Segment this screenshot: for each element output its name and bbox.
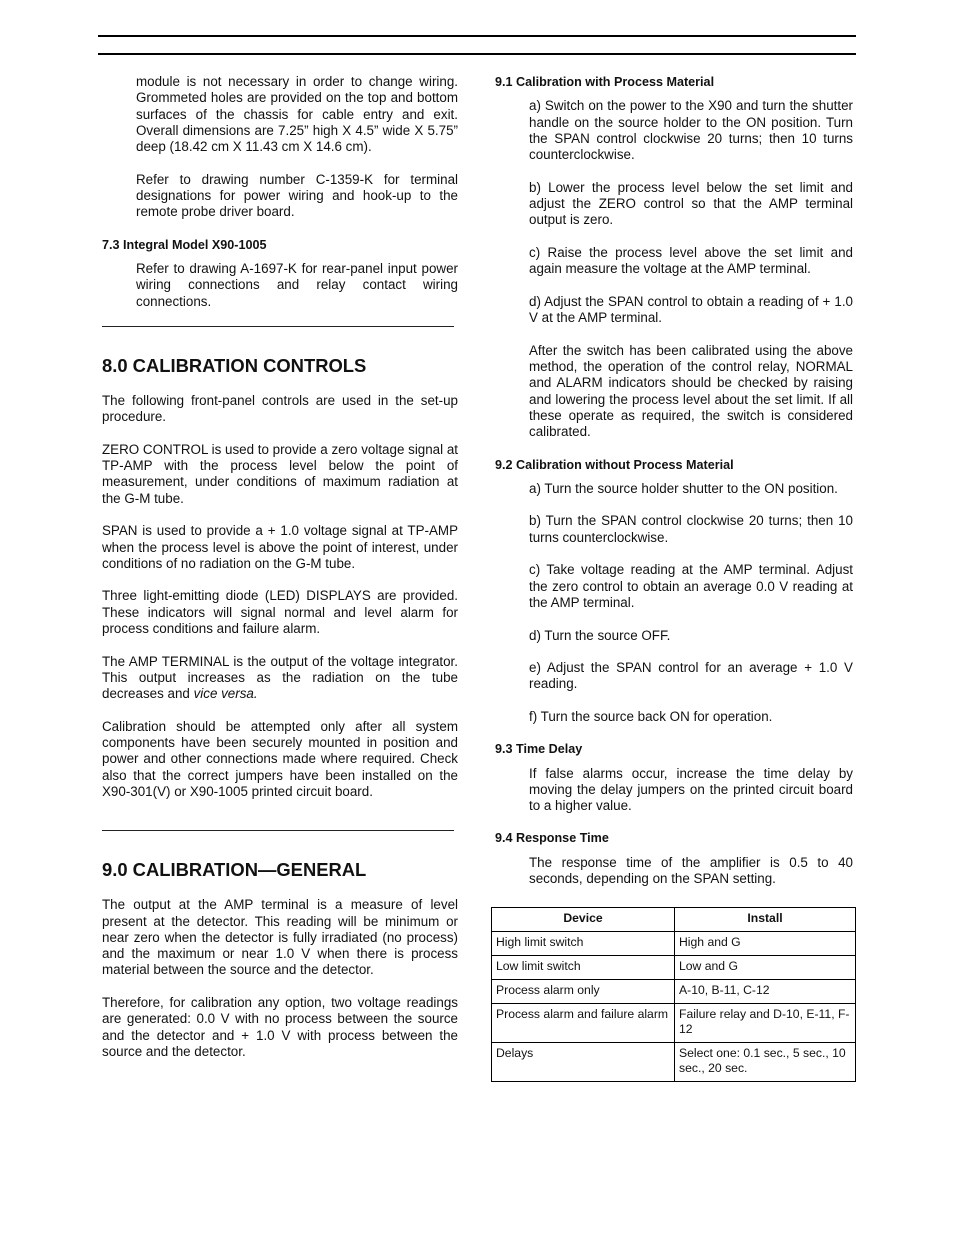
paragraph: The response time of the amplifier is 0.5 to 40 seconds, depending on the SPAN setting. <box>529 854 853 887</box>
jumper-table <box>491 907 856 1082</box>
section-separator <box>102 830 454 831</box>
section-heading-9-3: 9.3 Time Delay <box>495 742 583 757</box>
section-heading-9-4: 9.4 Response Time <box>495 831 609 846</box>
left-column <box>102 74 458 1060</box>
table-cell: A-10, B-11, C-12 <box>675 980 856 1004</box>
paragraph: SPAN is used to provide a + 1.0 voltage signal at TP-AMP when the process level is above the point of interest, under conditions of no radiation on the G-M tube. <box>102 523 458 571</box>
step-a: a) Turn the source holder shutter to the ON position. <box>529 480 838 496</box>
right-column <box>495 74 853 1082</box>
table-cell: Delays <box>492 1043 675 1082</box>
table-cell: Process alarm and failure alarm <box>492 1004 675 1043</box>
header-rule-bottom <box>98 53 856 55</box>
paragraph: Therefore, for calibration any option, two voltage readings are generated: 0.0 V with no process between the source and the detector and + 1.0 V with process between the source and the detector. <box>102 995 458 1059</box>
paragraph: Refer to drawing number C-1359-K for terminal designations for power wiring and hook-up to the remote probe driver board. <box>136 171 458 220</box>
paragraph: ZERO CONTROL is used to provide a zero voltage signal at TP-AMP with the process level below the point of measurement, under conditions of maximum radiation at the G-M tube. <box>102 441 458 506</box>
paragraph: The following front-panel controls are used in the set-up procedure. <box>102 392 458 425</box>
table-cell: Select one: 0.1 sec., 5 sec., 10 sec., 20 sec. <box>675 1043 856 1082</box>
section-heading-9-1: 9.1 Calibration with Process Material <box>495 75 715 89</box>
step-e: e) Adjust the SPAN control for an average + 1.0 V reading. <box>529 660 853 692</box>
step-a: a) Switch on the power to the X90 and turn the shutter handle on the source holder to the ON position. Turn the SPAN control clockwise 20 turns; then 10 turns counterclockwise. <box>529 98 853 163</box>
paragraph: Three light-emitting diode (LED) DISPLAYS are provided. These indicators will signal normal and level alarm for process conditions and failure alarm. <box>102 588 458 637</box>
column-header: Install <box>675 908 856 932</box>
paragraph-text: The AMP TERMINAL is the output of the voltage integrator. This output increases as the radiation on the tube decreases and <box>102 653 458 702</box>
step-c: c) Take voltage reading at the AMP terminal. Adjust the zero control to obtain an average 0.0 V reading at the AMP terminal. <box>529 562 853 610</box>
step-b: b) Turn the SPAN control clockwise 20 turns; then 10 turns counterclockwise. <box>529 513 853 545</box>
section-separator <box>102 326 454 327</box>
paragraph <box>102 654 458 703</box>
step-b: b) Lower the process level below the set limit and adjust the ZERO control so that the AMP terminal output is zero. <box>529 179 853 228</box>
header-rule-top <box>98 35 856 37</box>
step-f: f) Turn the source back ON for operation. <box>529 708 773 724</box>
table-cell: Failure relay and D-10, E-11, F-12 <box>675 1004 856 1043</box>
section-heading-7-3: 7.3 Integral Model X90-1005 <box>102 237 267 252</box>
column-header: Device <box>492 908 675 932</box>
paragraph: module is not necessary in order to change wiring. Grommeted holes are provided on the top and bottom surfaces of the chassis for cable entry and exit. Overall dimensions are 7.25” high X 4.5” wide X 5.75” deep (18.42 cm X 11.43 cm X 14.6 cm). <box>136 74 458 155</box>
table-row <box>492 980 856 1004</box>
section-heading-9: 9.0 CALIBRATION—GENERAL <box>102 859 367 881</box>
table-cell: High and G <box>675 932 856 956</box>
section-heading-8: 8.0 CALIBRATION CONTROLS <box>102 354 367 376</box>
paragraph: The output at the AMP terminal is a measure of level present at the detector. This reading will be minimum or near zero when the detector is fully irradiated (no process) and the maximum or near 1.0 V when there is process material between the source and the detector. <box>102 897 458 978</box>
step-d: d) Adjust the SPAN control to obtain a reading of + 1.0 V at the AMP terminal. <box>529 293 853 326</box>
paragraph: After the switch has been calibrated using the above method, the operation of the control relay, NORMAL and ALARM indicators should be checked by raising and lowering the process level about the set limit. If all these operate as required, the switch is considered calibrated. <box>529 342 853 440</box>
table-cell: High limit switch <box>492 932 675 956</box>
table-cell: Process alarm only <box>492 980 675 1004</box>
table-row <box>492 1004 856 1043</box>
table-row <box>492 1043 856 1082</box>
table-row <box>492 956 856 980</box>
italic-text: vice versa. <box>193 686 258 702</box>
table-header-row <box>492 908 856 932</box>
paragraph: If false alarms occur, increase the time delay by moving the delay jumpers on the printed circuit board to a higher value. <box>529 765 853 814</box>
paragraph: Refer to drawing A-1697-K for rear-panel input power wiring connections and relay contact wiring connections. <box>136 260 458 309</box>
table-row <box>492 932 856 956</box>
step-d: d) Turn the source OFF. <box>529 627 671 643</box>
table-cell: Low limit switch <box>492 956 675 980</box>
table-cell: Low and G <box>675 956 856 980</box>
paragraph: Calibration should be attempted only after all system components have been securely mounted in position and power and other connections made where required. Check also that the correct jumpers have been installed on the X90-301(V) or X90-1005 printed circuit board. <box>102 718 458 799</box>
section-heading-9-2: 9.2 Calibration without Process Material <box>495 457 734 472</box>
step-c: c) Raise the process level above the set limit and again measure the voltage at the AMP terminal. <box>529 244 853 277</box>
